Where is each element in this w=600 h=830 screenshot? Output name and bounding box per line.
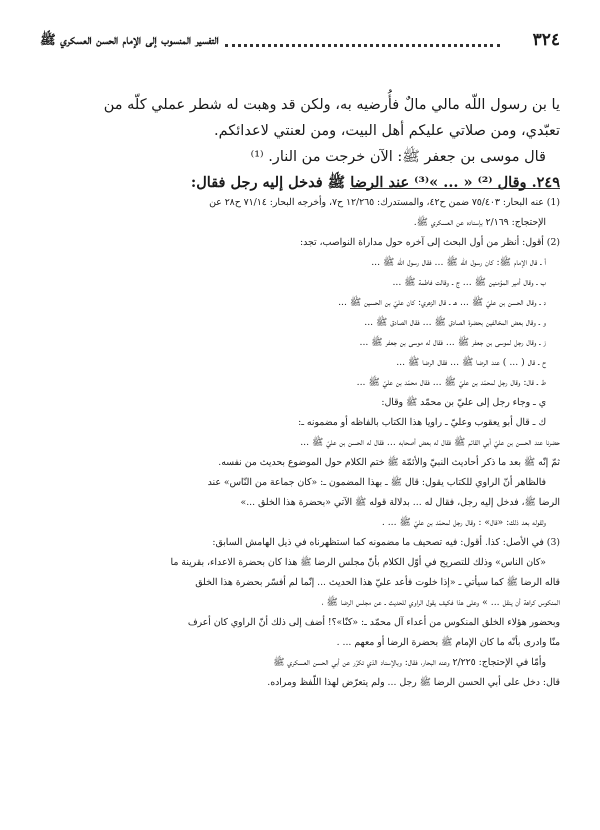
- footnote-line: وبحضور هؤلاء الخلق المنكوس من أعداء آل محمّد ـ: «كنّا»؟! أضف إلى ذلك أنّ الراوي كان أعرف: [187, 617, 560, 628]
- body-line: يا بن رسول اللّه مالي مالٌ فأُرضيه به، ولكن قد وهبت له شطر عملي كلّه من: [103, 97, 560, 113]
- body-line: تعبّدي، ومن صلاتي عليكم أهل البيت، ومن لعنتي لاعدائكم.: [214, 123, 560, 139]
- page-number: ٣٢٤: [532, 30, 560, 50]
- running-title: التفسير المنسوب إلى الإمام الحسن العسكري ﷺ: [40, 33, 219, 48]
- footnote-line: الإحتجاج: ٢/١٦٩ بإسناده عن العسكري ﷺ.: [413, 217, 546, 228]
- footnote-line: (2) أقول: أنظر من أول البحث إلى آخره حول مداراة النواصب، تجد:: [300, 237, 560, 248]
- page-header: [40, 30, 560, 54]
- footnote-line: قاله الرضا ﷺ كما سيأتي ـ «إذا خلوت فأعد عليّ هذا الحديث ... إنّما لم أفسّر بحضرة هذا الخلق: [195, 577, 560, 588]
- footnote-line: ولقوله بعد ذلك: «قال» : وقال رجل لمحمّد بن عليّ ﷺ ... .: [381, 517, 546, 528]
- footnotes: [42, 193, 560, 693]
- footnote-line: ثمّ إنّه ﷺ بعد ما ذكر أحاديث النبيّ والأئمّة ﷺ ختم الكلام حول الموضوع بحديث من نفسه.: [218, 457, 560, 468]
- footnote-line: حضرنا عند الحسن بن عليّ أبي القائم ﷺ فقال له بعض أصحابه ... فقال له الحسن بن عليّ ﷺ ...: [300, 437, 560, 448]
- footnote-line: منّا وادرى بأنّه ما كان الإمام ﷺ بحضرة الرضا أو معهم ... .: [336, 637, 560, 648]
- body-line: قال موسى بن جعفر ﷺ: الآن خرجت من النار. ⁽¹⁾: [250, 149, 546, 165]
- footnote-line: أ ـ قال الإمام ﷺ: كان رسول اللّه ﷺ ... فقال رسول اللّه ﷺ ...: [371, 257, 546, 268]
- footnote-line: الرضا ﷺ، فدخل إليه رجل، فقال له ... بدلالة قوله ﷺ الآتي «بحضرة هذا الخلق ...»: [240, 497, 560, 508]
- footnote-line: (1) عنه البحار: ٧٥/٤٠٣ ضمن ح٤٢، والمستدرك: ١٢/٢٦٥ ح٧، وأخرجه البحار: ٧١/١٤ ح٢٨ عن: [209, 197, 560, 208]
- footnote-line: فالظاهر أنّ الراوي للكتاب يقول: قال ﷺ ـ بهذا المضمون ـ: «كان جماعة من النّاس» عند: [207, 477, 546, 488]
- footnote-line: وأمّا في الإحتجاج: ٢/٢٢٥ وعنه البحار، فقال: وبالإسناد الذي تكرّر عن أبي الحسن العسكري ﷺ: [273, 657, 546, 668]
- footnote-line: ك ـ قال أبو يعقوب وعليّ ـ راويا هذا الكتاب بالفاظه أو مضمونه ـ:: [298, 417, 546, 428]
- footnote-line: المنكوس كراهة أن ينقل ... » وعلى هذا فكيف يقول الراوي للحديث ـ عن مجلس الرضا ﷺ ،: [321, 597, 560, 608]
- footnote-separator: [350, 188, 560, 189]
- header-dotted-rule: [225, 44, 500, 47]
- footnote-line: ز ـ وقال رجل لموسى بن جعفر ﷺ ... فقال له موسى بن جعفر ﷺ ...: [359, 337, 546, 348]
- footnote-line: قال: دخل على أبي الحسن الرضا ﷺ رجل ... ولم يتعرّض لهذا اللّفظ ومراده.: [267, 677, 560, 688]
- footnote-line: و ـ وقال بعض المخالفين بحضرة الصادق ﷺ ... فقال الصادق ﷺ ...: [364, 317, 546, 328]
- footnote-line: د ـ وقال الحسن بن عليّ ﷺ ... هـ ـ قال الزهري: كان عليّ بن الحسين ﷺ ...: [338, 297, 546, 308]
- hadith-heading: ٢٤٩. وقال ⁽²⁾ « ... »⁽³⁾ عند الرضا ﷺ فدخل إليه رجل فقال:: [190, 174, 560, 191]
- footnote-line: ط ـ قال: وقال رجل لمحمّد بن عليّ ﷺ ... فقال محمّد بن عليّ ﷺ ...: [356, 377, 546, 388]
- main-text: [68, 92, 560, 196]
- footnote-line: ي ـ وجاء رجل إلى عليّ بن محمّد ﷺ وقال:: [381, 397, 546, 408]
- footnote-line: ب ـ وقال أمير المؤمنين ﷺ ... ج ـ وقالت فاطمة ﷺ ...: [392, 277, 546, 288]
- footnote-line: «كان الناس» وذلك للتصريح في أوّل الكلام بأنّ مجلس الرضا ﷺ هذا كان بحضرة الاعداء، بقرينة ما: [170, 557, 546, 568]
- footnote-line: (3) في الأصل: كذا. أقول: فيه تصحيف ما مضمونه كما استظهرناه في ذيل الهامش السابق:: [212, 537, 560, 548]
- footnote-line: ح ـ قال ( ... ) عند الرضا ﷺ ... فقال الرضا ﷺ ...: [396, 357, 546, 368]
